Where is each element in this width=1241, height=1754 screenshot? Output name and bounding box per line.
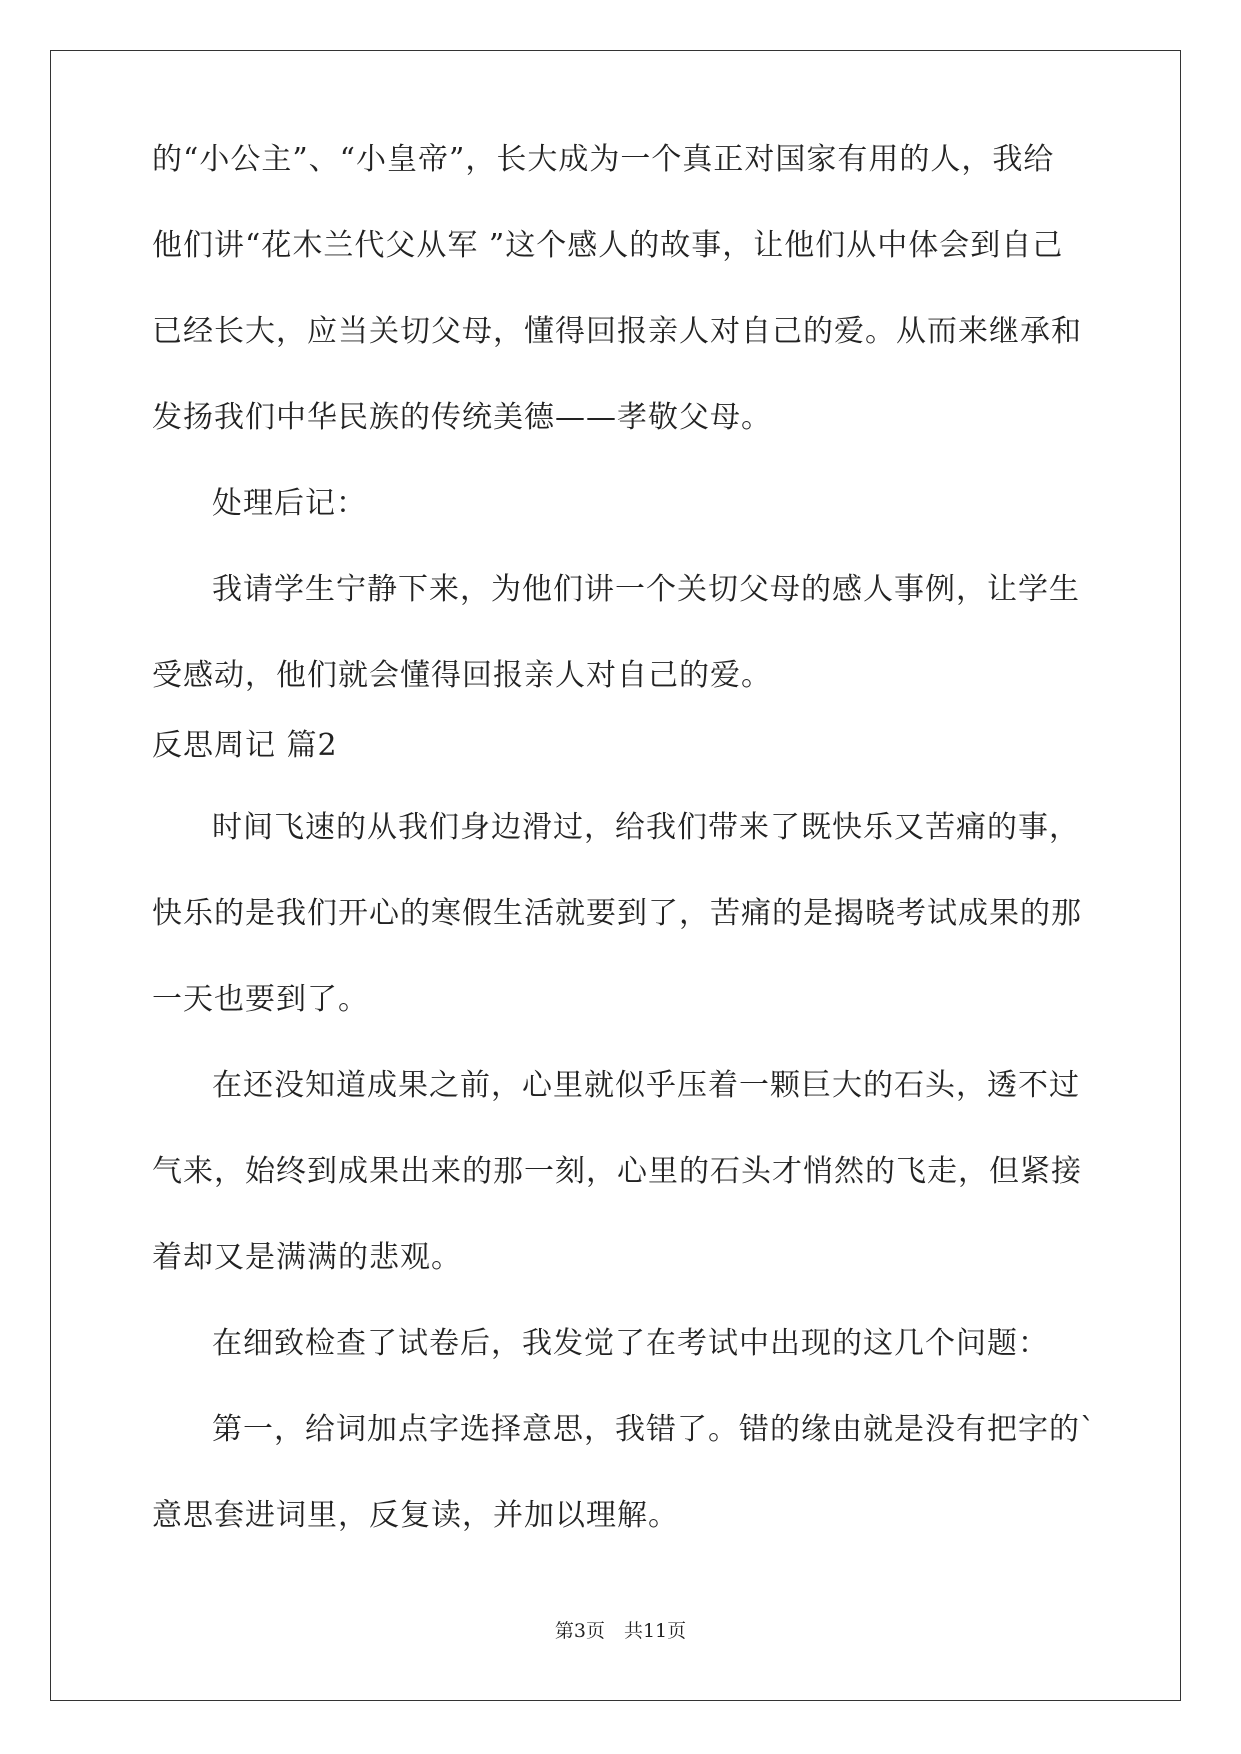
text-line: 发扬我们中华民族的传统美德——孝敬父母。 xyxy=(152,400,772,435)
text-line: 一天也要到了。 xyxy=(152,982,369,1017)
text-line: 在细致检查了试卷后，我发觉了在考试中出现的这几个问题： xyxy=(212,1326,1049,1361)
text-line: 气来，始终到成果出来的那一刻，心里的石头才悄然的飞走，但紧接 xyxy=(152,1154,1082,1189)
text-line: 受感动，他们就会懂得回报亲人对自己的爱。 xyxy=(152,658,772,693)
text-line: 意思套进词里，反复读，并加以理解。 xyxy=(152,1498,679,1533)
text-line: 快乐的是我们开心的寒假生活就要到了，苦痛的是揭晓考试成果的那 xyxy=(152,896,1082,931)
text-line: 已经长大，应当关切父母，懂得回报亲人对自己的爱。从而来继承和 xyxy=(152,314,1082,349)
text-line: 着却又是满满的悲观。 xyxy=(152,1240,462,1275)
text-line: 时间飞速的从我们身边滑过，给我们带来了既快乐又苦痛的事， xyxy=(212,810,1080,845)
text-line: 的“小公主”、“小皇帝”，长大成为一个真正对国家有用的人，我给 xyxy=(152,142,1055,177)
page-number-footer: 第3页 共11页 xyxy=(554,1620,687,1642)
text-line: 他们讲“花木兰代父从军 ”这个感人的故事，让他们从中体会到自己 xyxy=(152,228,1064,263)
text-line: 在还没知道成果之前，心里就似乎压着一颗巨大的石头，透不过 xyxy=(212,1068,1080,1103)
section-heading: 反思周记 篇2 xyxy=(152,728,338,763)
text-line: 第一，给词加点字选择意思，我错了。错的缘由就是没有把字的` xyxy=(212,1412,1096,1447)
text-line: 我请学生宁静下来，为他们讲一个关切父母的感人事例，让学生 xyxy=(212,572,1080,607)
page-border xyxy=(50,50,1181,1701)
section-label: 处理后记： xyxy=(212,486,367,521)
